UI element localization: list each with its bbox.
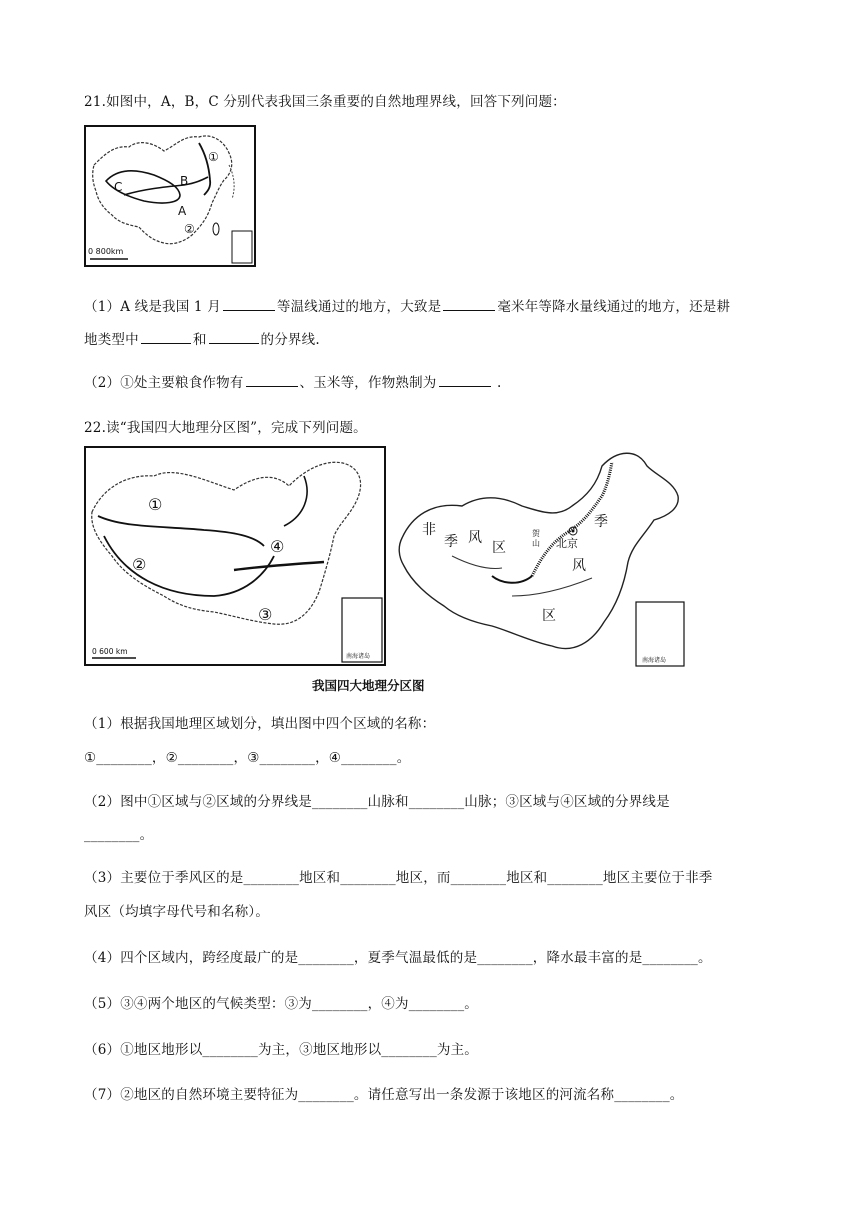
q21-sub2: （2）①处主要粮食作物有 、玉米等，作物熟制为 . [84, 375, 502, 391]
q22-sub3-line2: 风区（均填字母代号和名称）。 [84, 904, 270, 920]
q22-left-scale: 0 600 km [92, 647, 128, 656]
q21-scale: 0 800km [88, 247, 124, 256]
q21-map [84, 125, 256, 267]
q21-label-2: ② [184, 222, 195, 236]
q21-label-a: A [178, 204, 187, 218]
q22-right-label-feng1: 风 [468, 530, 482, 546]
q21-label-b: B [180, 174, 189, 188]
q21-title: 21.如图中，A，B，C 分别代表我国三条重要的自然地理界线，回答下列问题： [84, 94, 566, 110]
q22-sub5: （5）③④两个地区的气候类型：③为________，④为________。 [84, 996, 478, 1012]
q22-left-label-2: ② [132, 555, 147, 574]
q22-left-label-4: ④ [270, 537, 285, 556]
q22-sub1: （1）根据我国地理区域划分，填出图中四个区域的名称： [84, 716, 436, 732]
q22-map-right [392, 446, 688, 668]
blank[interactable] [439, 375, 491, 387]
q22-right-label-beijing: 北京 [556, 537, 578, 550]
q22-right-label-fei: 非 [422, 522, 436, 538]
q22-sub1-fill: ①________，②________，③________，④________。 [84, 750, 411, 766]
q22-sub6: （6）①地区地形以________为主，③地区地形以________为主。 [84, 1042, 478, 1058]
q22-right-label-ji1: 季 [444, 534, 458, 550]
q22-sub7: （7）②地区的自然环境主要特征为________。请任意写出一条发源于该地区的河流名称________。 [84, 1087, 684, 1103]
q22-right-label-shan: 山 [532, 539, 540, 548]
q22-right-inset: 南海诸岛 [642, 657, 667, 664]
q22-sub3-line1: （3）主要位于季风区的是________地区和________地区，而________地区和________地区主要位于非季 [84, 870, 713, 886]
blank[interactable] [246, 375, 298, 387]
q21-label-1: ① [208, 150, 219, 164]
q22-title: 22.读“我国四大地理分区图”，完成下列问题。 [84, 420, 367, 436]
q22-right-label-qu2: 区 [542, 608, 556, 624]
q22-map-caption: 我国四大地理分区图 [312, 678, 425, 693]
q21-label-c: C [114, 180, 123, 194]
blank[interactable] [209, 332, 259, 344]
blank[interactable] [141, 332, 191, 344]
q22-sub4: （4）四个区域内，跨经度最广的是________，夏季气温最低的是________，降水最丰富的是________。 [84, 950, 712, 966]
q22-right-label-ji2: 季 [594, 514, 608, 530]
q22-left-inset: 南海诸岛 [346, 653, 371, 660]
blank[interactable] [443, 299, 495, 311]
q21-sub1-line2: 地类型中 和 的分界线. [84, 332, 320, 348]
q22-right-label-he: 贺 [532, 529, 540, 538]
q22-sub2-line2: ________。 [84, 827, 154, 843]
q22-sub2-line1: （2）图中①区域与②区域的分界线是________山脉和________山脉；③区域与④区域的分界线是 [84, 794, 670, 810]
q22-right-label-feng2: 风 [572, 558, 586, 574]
q22-map-left [84, 446, 386, 666]
q21-sub1-line1: （1）A 线是我国 1 月 等温线通过的地方，大致是 毫米年等降水量线通过的地方，还是耕 [84, 299, 731, 315]
blank[interactable] [223, 299, 275, 311]
q22-left-label-3: ③ [258, 605, 273, 624]
q22-left-label-1: ① [148, 495, 163, 514]
q22-right-label-qu1: 区 [492, 540, 506, 556]
